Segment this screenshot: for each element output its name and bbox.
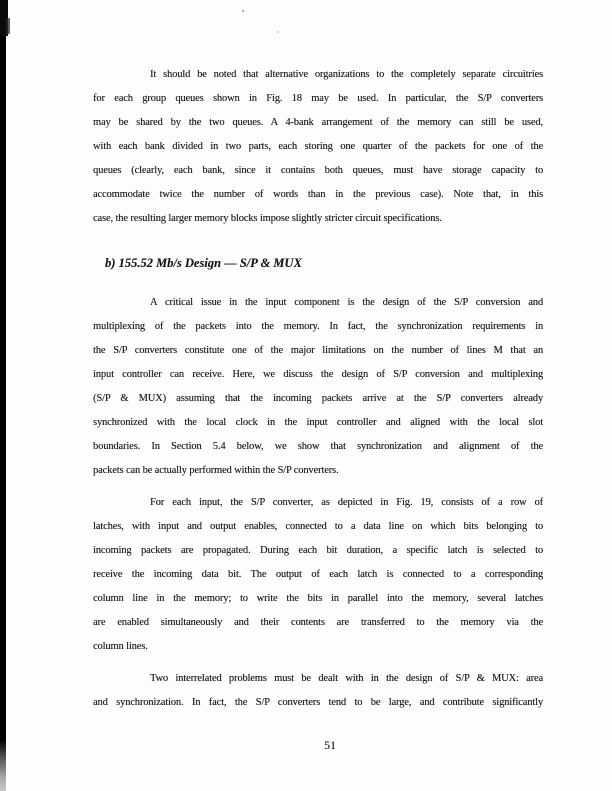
text-line: column line in the memory; to write the bits in parallel into the memory, several latches [93,593,543,604]
text-line: Two interrelated problems must be dealt with in the design of S/P & MUX: area [150,673,543,684]
text-line: multiplexing of the packets into the memory. In fact, the synchronization requirements in [93,321,543,332]
page-number: 51 [324,738,336,752]
text-line: synchronized with the local clock in the input controller and aligned with the local slot [93,417,543,428]
text-line: incoming packets are propagated. During each bit duration, a specific latch is selected to [93,545,543,556]
paragraph [93,63,543,231]
text-line: latches, with input and output enables, connected to a data line on which bits belonging to [93,521,543,532]
text-line: and synchronization. In fact, the S/P converters tend to be large, and contribute significantly [93,697,543,708]
text-line: (S/P & MUX) assuming that the incoming packets arrive at the S/P converters already [93,393,543,404]
text-line: the S/P converters constitute one of the major limitations on the number of lines M that an [93,345,543,356]
paragraph [93,491,543,659]
scan-smudge [6,18,10,34]
page-content [93,0,543,723]
text-line: case, the resulting larger memory blocks impose slightly stricter circuit specifications. [93,213,442,224]
text-line: column lines. [93,641,148,652]
text-line: accommodate twice the number of words than in the previous case). Note that, in this [93,189,543,200]
text-line: It should be noted that alternative organizations to the completely separate circuitries [150,69,543,80]
text-line: are enabled simultaneously and their contents are transferred to the memory via the [93,617,543,628]
paragraph [93,667,543,715]
text-line: packets can be actually performed within the S/P converters. [93,465,339,476]
text-line: boundaries. In Section 5.4 below, we show that synchronization and alignment of the [93,441,543,452]
text-line: receive the incoming data bit. The output of each latch is connected to a corresponding [93,569,543,580]
text-line: A critical issue in the input component is the design of the S/P conversion and [150,297,543,308]
text-line: input controller can receive. Here, we discuss the design of S/P conversion and multiplexing [93,369,543,380]
scan-edge-artifact [0,0,6,791]
text-line: with each bank divided in two parts, each storing one quarter of the packets for one of the [93,141,543,152]
paragraph [93,291,543,483]
text-line: queues (clearly, each bank, since it contains both queues, must have storage capacity to [93,165,543,176]
text-line: may be shared by the two queues. A 4-bank arrangement of the memory can still be used, [93,117,543,128]
text-line: for each group queues shown in Fig. 18 may be used. In particular, the S/P converters [93,93,543,104]
text-line: For each input, the S/P converter, as depicted in Fig. 19, consists of a row of [150,497,543,508]
section-heading: b) 155.52 Mb/s Design — S/P & MUX [105,256,302,270]
